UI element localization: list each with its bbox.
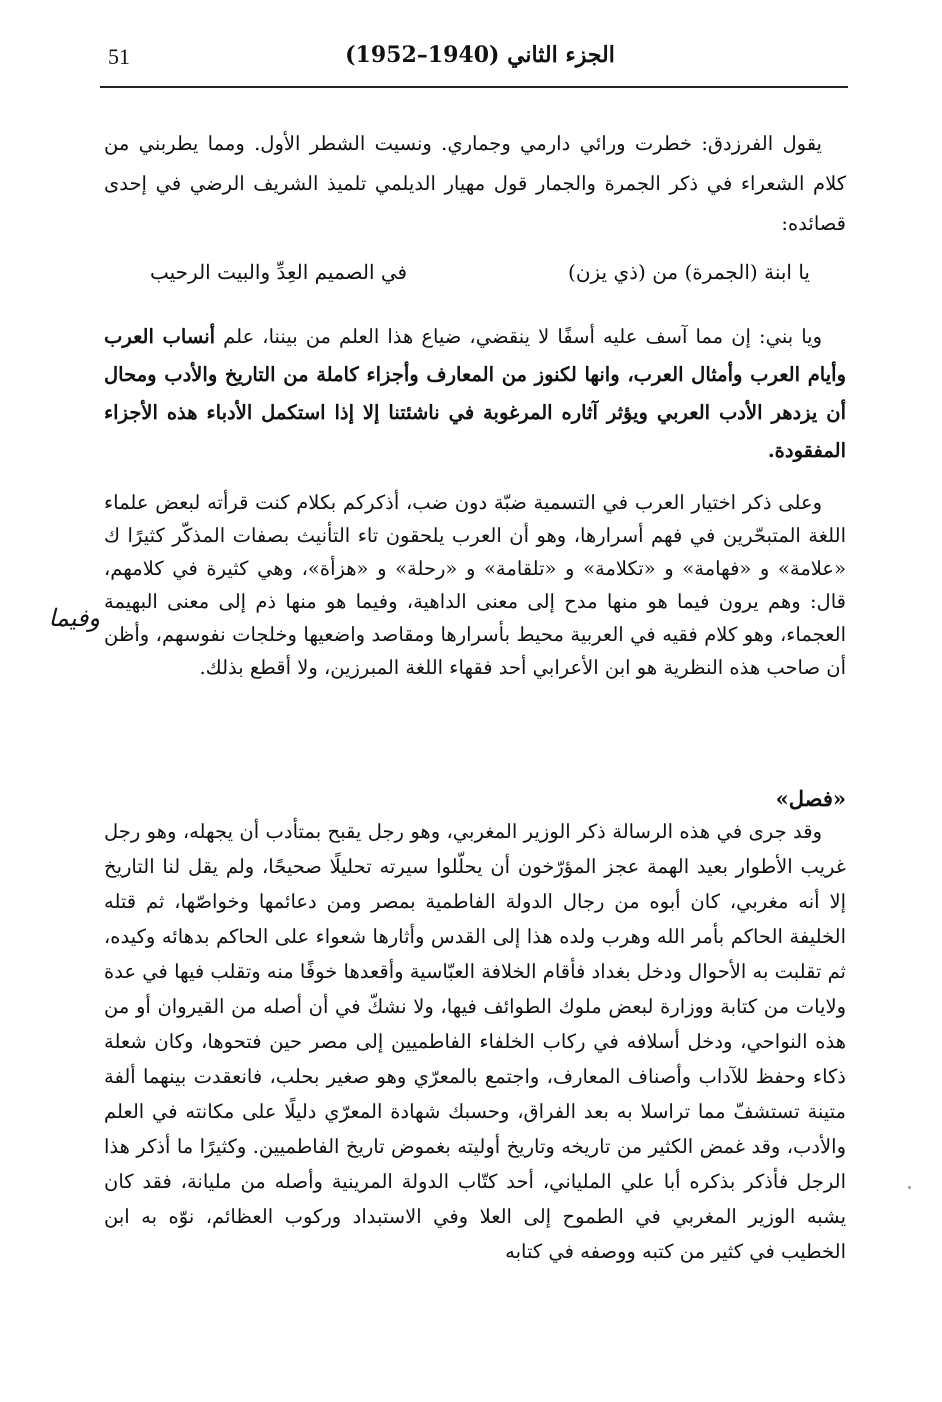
paragraph-3: وعلى ذكر اختيار العرب في التسمية ضبّة دون ضب، أذكركم بكلام كنت قرأته لبعض علماء اللغة المتبحّرين في فهم أسرارها، وهو أن العرب يلحقون تاء التأنيث بصفات المذكّر كثيرًا ك «علامة» و «فهامة» و «تكلامة» و «تلقامة» و «رحلة» و «هزأة»، وهي كثيرة في كلامهم، قال: وهم يرون فيما هو منها مدح إلى معنى الداهية، وفيما هو منها ذم إلى معنى البهيمة العجماء، وهو كلام فقيه في العربية محيط بأسرارها ومقاصد واضعيها وخلجات نفوسهم، وأظن أن صاحب هذه النظرية هو ابن الأعرابي أحد فقهاء اللغة المبرزين، ولا أقطع بذلك. [104,491,846,679]
handwritten-margin-note: وفيما [48,604,100,632]
paragraph-4: وقد جرى في هذه الرسالة ذكر الوزير المغربي، وهو رجل يقبح بمتأدب أن يجهله، وهو رجل غريب الأطوار بعيد الهمة عجز المؤرّخون أن يحلّلوا سيرته تحليلًا صحيحًا، ولم يقل لنا التاريخ إلا أنه مغربي، كان أبوه من رجال الدولة الفاطمية بمصر ومن دعائمها وخواصّها، ثم قتله الخليفة الحاكم بأمر الله وهرب ولده هذا إلى القدس وأثارها شعواء على الحاكم بدهائه وكيده، ثم تقلبت به الأحوال ودخل بغداد فأقام الخلافة العبّاسية وأقعدها خوفًا منه وتقلب فيها في عدة ولايات من كتابة ووزارة لبعض ملوك الطوائف فيها، ولا نشكّ في أن أصله من القيروان أو من هذه النواحي، ودخل أسلافه في ركاب الخلفاء الفاطميين إلى مصر حين فتحوها، وكان شعلة ذكاء وحفظ للآداب وأصناف المعارف، واجتمع بالمعرّي وهو صغير بحلب، فانعقدت بينهما ألفة متينة تستشفّ مما تراسلا به بعد الفراق، وحسبك شهادة المعرّي دليلًا على مكانته في العلم والأدب، وقد غمض الكثير من تاريخه وتاريخ أوليته بغموض تاريخ الفاطميين. وكثيرًا ما أذكر هذا الرجل فأذكر بذكره أبا علي الملياني، أحد كتّاب الدولة المرينية وأصله من مليانة، فقد كان يشبه الوزير المغربي في الطموح إلى العلا وفي الاستبداد وركوب العظائم، نوّه به ابن الخطيب في كثير من كتبه ووصفه في كتابه [104,820,846,1263]
verse-first-hemistich: يا ابنة (الجمرة) من (ذي يزن) [568,260,810,284]
paragraph-2-normal: ويا بني: إن مما آسف عليه أسفًا لا ينقضي، ضياع هذا العلم من بيننا، علم [223,325,822,348]
running-head: الجزء الثاني (1940–1952) [345,42,615,68]
paragraph-2-bold: أنساب العرب وأيام العرب وأمثال العرب، وانها لكنوز من المعارف وأجزاء كاملة من التاريخ والأدب ومحال أن يزدهر الأدب العربي ويؤثر آثاره المرغوبة في ناشئتنا إلا إذا استكمل الأدباء هذه الأجزاء المفقودة. [104,325,846,462]
paragraph-2 [104,318,846,470]
paragraph-1: يقول الفرزدق: خطرت ورائي دارمي وجماري. ونسيت الشطر الأول. ومما يطربني من كلام الشعراء في ذكر الجمرة والجمار قول مهيار الديلمي تلميذ الشريف الرضي في إحدى قصائده: [104,132,846,235]
section-title: «فصل» [775,786,846,811]
scan-speck [908,1186,911,1189]
header-rule [100,86,848,88]
page-number: 51 [108,44,130,69]
verse-second-hemistich: في الصميم العِدِّ والبيت الرحيب [150,260,408,284]
